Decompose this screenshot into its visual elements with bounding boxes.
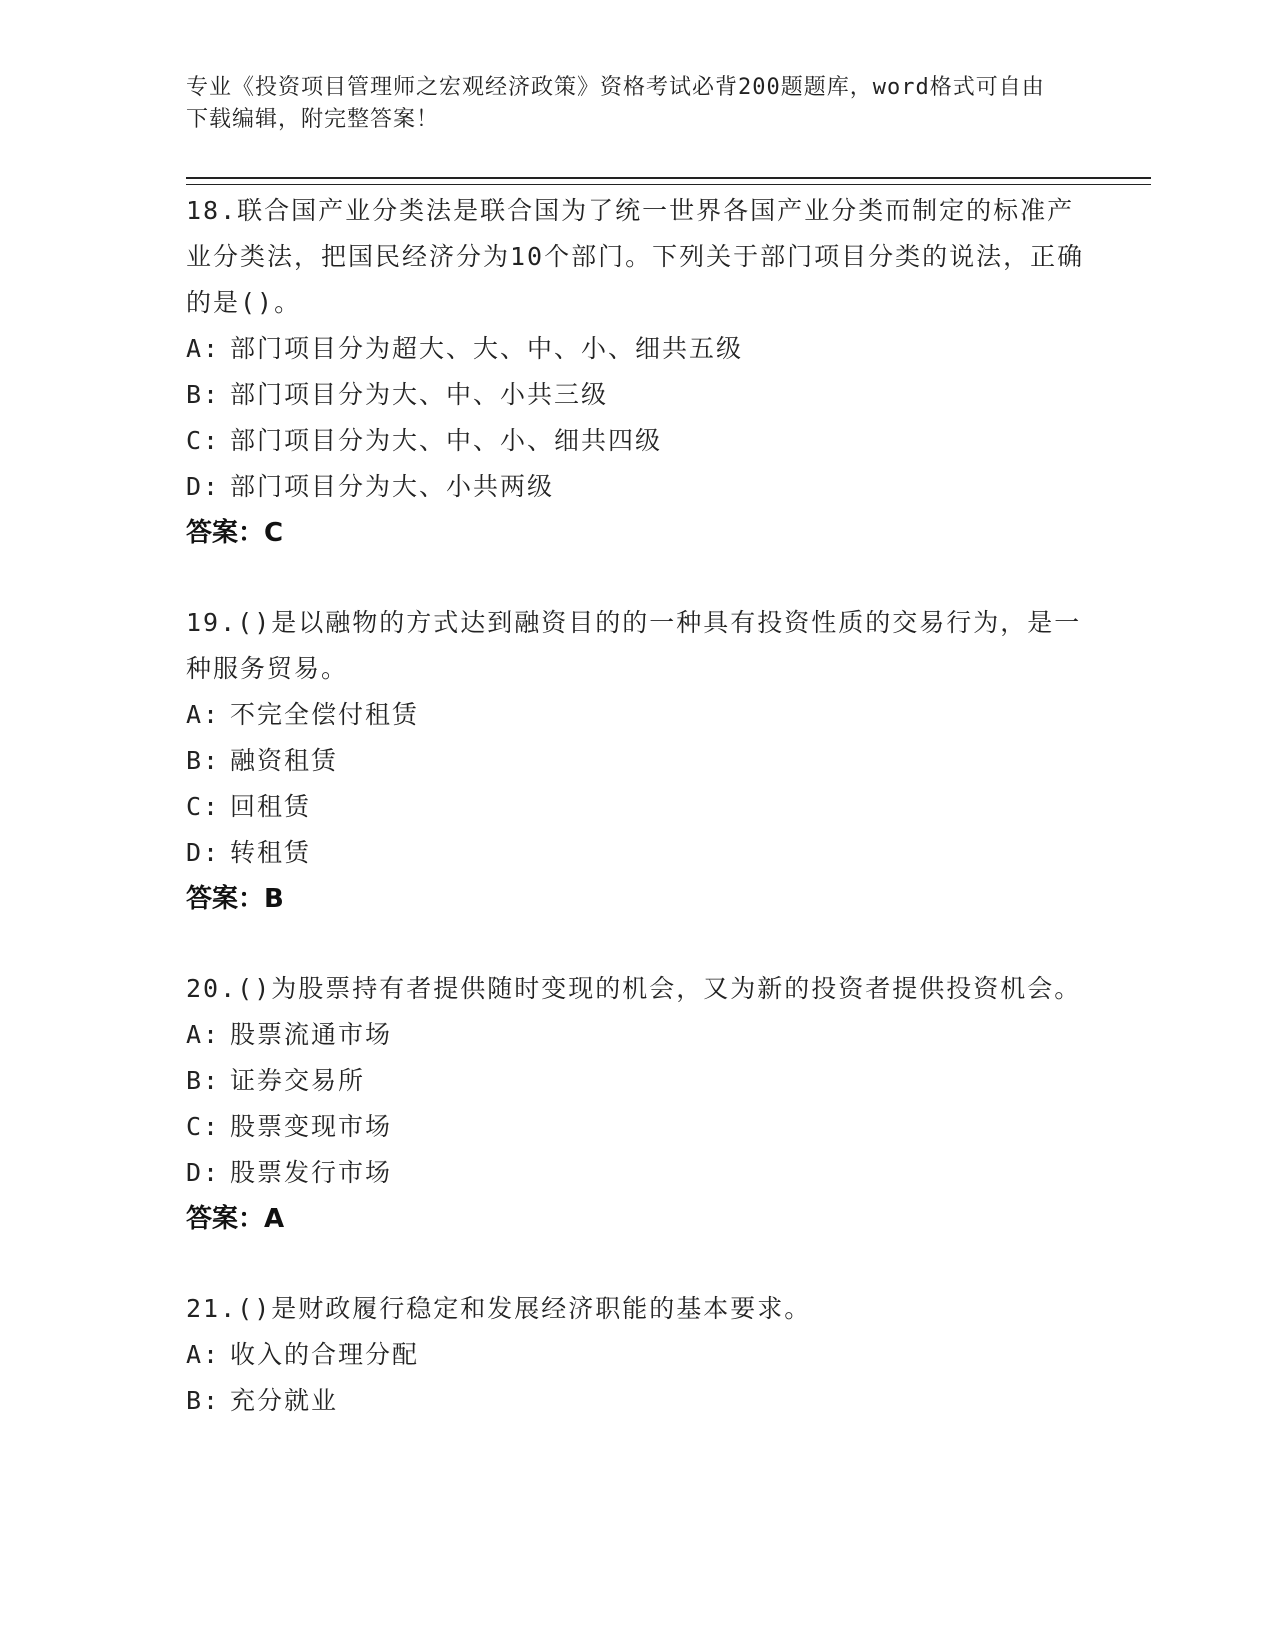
- option-key: A:: [186, 1340, 221, 1369]
- option-text: 部门项目分为超大、大、中、小、细共五级: [230, 334, 744, 363]
- option-text: 充分就业: [230, 1386, 339, 1415]
- answer-line: 答案：B: [186, 884, 284, 914]
- option-key: C:: [186, 426, 221, 455]
- question-stem: 18.联合国产业分类法是联合国为了统一世界各国产业分类而制定的标准产业分类法，把国民经济分为10个部门。下列关于部门项目分类的说法，正确的是()。: [186, 196, 1085, 317]
- option-c: [186, 418, 1086, 464]
- option-a: [186, 1332, 1086, 1378]
- option-key: C:: [186, 1112, 221, 1141]
- question-stem: 21.()是财政履行稳定和发展经济职能的基本要求。: [186, 1294, 812, 1323]
- option-key: A:: [186, 700, 221, 729]
- option-text: 股票变现市场: [230, 1112, 393, 1141]
- option-c: [186, 784, 1086, 830]
- option-text: 证券交易所: [230, 1066, 366, 1095]
- option-text: 部门项目分为大、中、小、细共四级: [230, 426, 663, 455]
- question-20: [186, 966, 1086, 1242]
- option-a: [186, 692, 1086, 738]
- option-key: B:: [186, 1066, 221, 1095]
- option-d: [186, 830, 1086, 876]
- option-text: 不完全偿付租赁: [230, 700, 420, 729]
- option-key: B:: [186, 1386, 221, 1415]
- option-b: [186, 1058, 1086, 1104]
- question-18: [186, 188, 1086, 556]
- option-text: 股票流通市场: [230, 1020, 393, 1049]
- option-b: [186, 372, 1086, 418]
- option-text: 回租赁: [230, 792, 312, 821]
- option-text: 收入的合理分配: [230, 1340, 420, 1369]
- answer-line: 答案：A: [186, 1204, 285, 1234]
- option-key: B:: [186, 746, 221, 775]
- option-text: 股票发行市场: [230, 1158, 393, 1187]
- option-key: A:: [186, 1020, 221, 1049]
- option-text: 融资租赁: [230, 746, 339, 775]
- option-a: [186, 326, 1086, 372]
- option-key: C:: [186, 792, 221, 821]
- question-stem: 19.()是以融物的方式达到融资目的的一种具有投资性质的交易行为，是一种服务贸易。: [186, 608, 1082, 683]
- option-c: [186, 1104, 1086, 1150]
- answer-line: 答案：C: [186, 518, 284, 548]
- question-list: [186, 188, 1086, 1468]
- question-stem: 20.()为股票持有者提供随时变现的机会，又为新的投资者提供投资机会。: [186, 974, 1082, 1003]
- option-d: [186, 464, 1086, 510]
- option-b: [186, 738, 1086, 784]
- document-header: 专业《投资项目管理师之宏观经济政策》资格考试必背200题题库，word格式可自由下载编辑，附完整答案！: [186, 75, 1045, 132]
- option-d: [186, 1150, 1086, 1196]
- header-divider: [186, 177, 1151, 185]
- option-key: B:: [186, 380, 221, 409]
- option-key: D:: [186, 1158, 221, 1187]
- option-key: D:: [186, 472, 221, 501]
- option-text: 转租赁: [230, 838, 312, 867]
- option-text: 部门项目分为大、中、小共三级: [230, 380, 609, 409]
- option-key: A:: [186, 334, 221, 363]
- option-text: 部门项目分为大、小共两级: [230, 472, 555, 501]
- question-21: [186, 1286, 1086, 1424]
- option-b: [186, 1378, 1086, 1424]
- question-19: [186, 600, 1086, 922]
- option-a: [186, 1012, 1086, 1058]
- option-key: D:: [186, 838, 221, 867]
